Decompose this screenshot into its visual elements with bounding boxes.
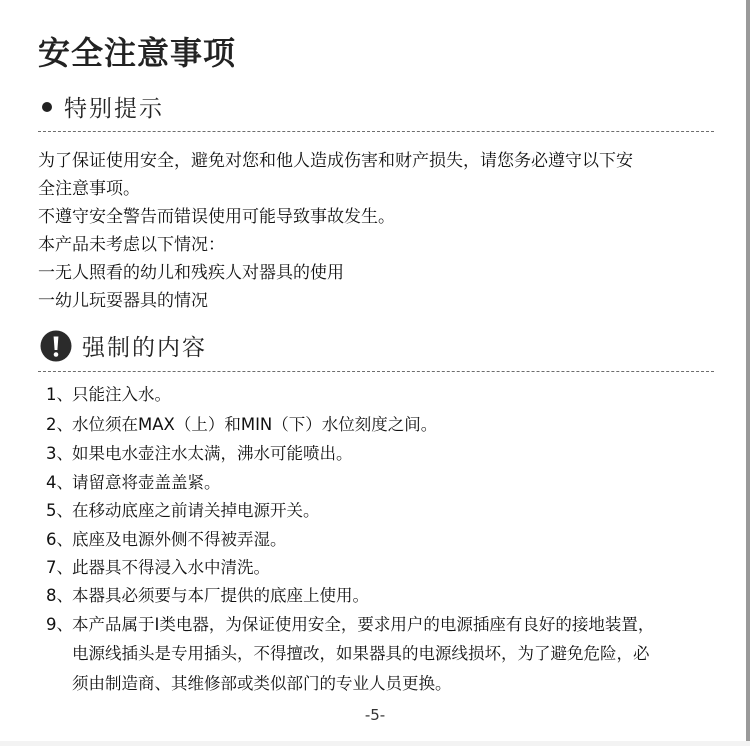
list-item [46, 469, 221, 493]
list-item [46, 526, 287, 550]
mandatory-heading [40, 329, 207, 362]
list-item-text: 如果电水壶注水太满，沸水可能喷出。 [72, 444, 353, 463]
list-item [46, 381, 171, 405]
notice-line: 全注意事项。 [38, 179, 140, 199]
list-item-continuation: 须由制造商、其维修部或类似部门的专业人员更换。 [72, 674, 452, 693]
mandatory-heading-text: 强制的内容 [82, 335, 207, 361]
section-divider [38, 371, 714, 372]
exclamation-circle-icon [40, 330, 72, 362]
list-item [46, 611, 654, 635]
list-item-number: 3、 [46, 444, 73, 463]
bullet-icon [42, 102, 52, 112]
page-title: 安全注意事项 [38, 34, 237, 72]
page-number: -5- [364, 706, 386, 724]
list-item-text: 请留意将壶盖盖紧。 [72, 473, 221, 492]
notice-line: 一无人照看的幼儿和残疾人对器具的使用 [38, 263, 344, 283]
list-item-text: 底座及电源外侧不得被弄湿。 [72, 530, 287, 549]
list-item-text: 本器具必须要与本厂提供的底座上使用。 [72, 586, 369, 605]
list-item-text: 在移动底座之前请关掉电源开关。 [72, 501, 320, 520]
list-item-text: 本产品属于Ⅰ类电器，为保证使用安全，要求用户的电源插座有良好的接地装置， [72, 615, 655, 634]
list-item [46, 497, 320, 521]
section-divider [38, 131, 714, 132]
list-item [46, 554, 270, 578]
list-item-text: 只能注入水。 [72, 385, 171, 404]
list-item-number: 6、 [46, 530, 73, 549]
notice-line: 本产品未考虑以下情况： [38, 235, 225, 255]
list-item-number: 9、 [46, 615, 73, 634]
page-right-border [746, 0, 750, 746]
list-item-number: 5、 [46, 501, 73, 520]
notice-line: 为了保证使用安全，避免对您和他人造成伤害和财产损失，请您务必遵守以下安 [38, 151, 633, 171]
list-item-number: 8、 [46, 586, 73, 605]
list-item-number: 1、 [46, 385, 73, 404]
special-notice-heading-text: 特别提示 [64, 96, 164, 122]
list-item-number: 7、 [46, 558, 73, 577]
list-item-continuation: 电源线插头是专用插头，不得擅改，如果器具的电源线损坏，为了避免危险，必 [72, 644, 650, 663]
special-notice-body [38, 147, 718, 315]
list-item [46, 440, 353, 464]
list-item-number: 4、 [46, 473, 73, 492]
page-bottom-border [0, 741, 750, 746]
list-item [46, 411, 437, 435]
special-notice-heading [40, 90, 164, 123]
notice-line: 不遵守安全警告而错误使用可能导致事故发生。 [38, 207, 395, 227]
list-item-number: 2、 [46, 415, 73, 434]
list-item-text: 此器具不得浸入水中清洗。 [72, 558, 270, 577]
list-item [46, 582, 369, 606]
list-item-text: 水位须在MAX（上）和MIN（下）水位刻度之间。 [72, 415, 438, 434]
notice-line: 一幼儿玩耍器具的情况 [38, 291, 208, 311]
